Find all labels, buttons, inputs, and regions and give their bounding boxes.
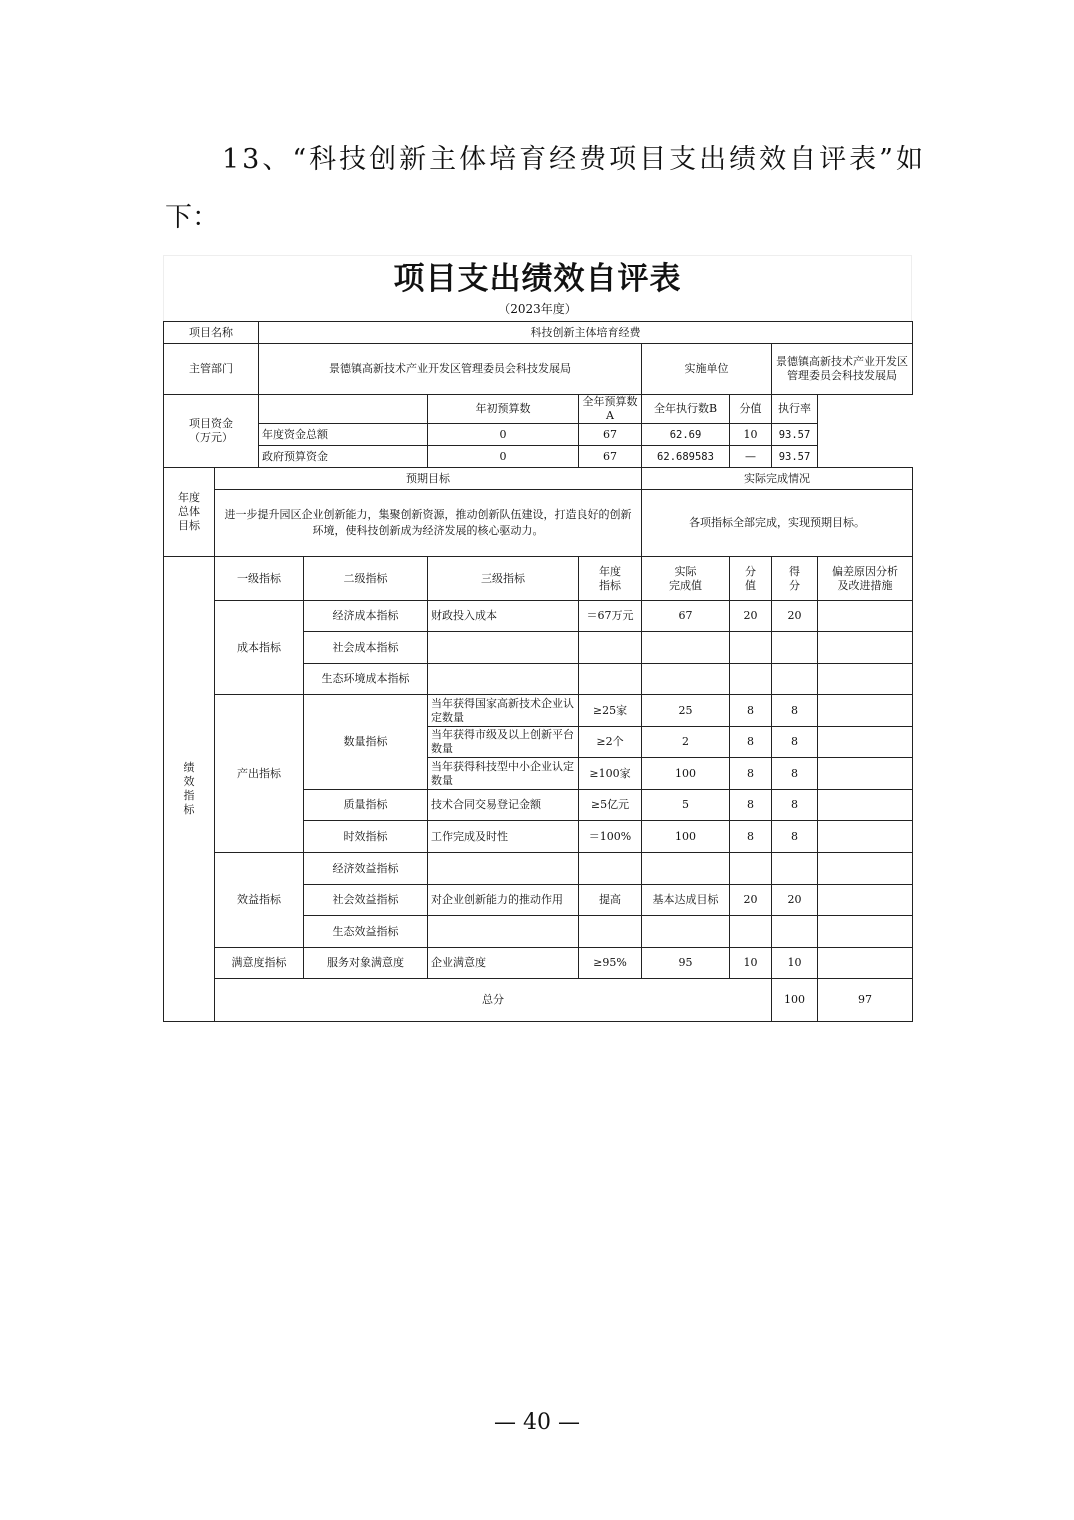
impl-value: 景德镇高新技术产业开发区管理委员会科技发展局 [772,344,913,395]
score-econ-cost: 20 [772,601,818,632]
form-year: （2023年度） [163,297,912,321]
funds-header-rate: 执行率 [772,395,818,424]
target-econ-cost: ＝67万元 [579,601,642,632]
actual-label: 实际完成情况 [642,468,913,490]
funds-executed: 62.689583 [642,446,730,468]
actual-text: 各项指标全部完成，实现预期目标。 [642,490,913,557]
score-quality: 8 [772,790,818,821]
satisfaction-label: 满意度指标 [215,948,304,979]
funds-header-score-value: 分值 [730,395,772,424]
funds-row-label: 政府预算资金 [259,446,428,468]
target-q3: ≥100家 [579,758,642,790]
value-q3: 8 [730,758,772,790]
header-target: 年度 指标 [579,557,642,601]
project-name-label: 项目名称 [164,322,259,344]
l2-eco-benefit: 生态效益指标 [304,916,428,948]
l2-social-cost: 社会成本指标 [304,632,428,664]
funds-rate: 93.57 [772,446,818,468]
value-quality: 8 [730,790,772,821]
value-satisfaction: 10 [730,948,772,979]
funds-annual: 67 [579,446,642,468]
target-q2: ≥2个 [579,727,642,758]
header-level1: 一级指标 [215,557,304,601]
l2-social-benefit: 社会效益指标 [304,885,428,916]
l3-q1: 当年获得国家高新技术企业认定数量 [428,695,579,727]
funds-header-executed: 全年执行数B [642,395,730,424]
funds-header-initial: 年初预算数 [428,395,579,424]
actual-quality: 5 [642,790,730,821]
actual-social-benefit: 基本达成目标 [642,885,730,916]
output-label: 产出指标 [215,695,304,853]
value-timeliness: 8 [730,821,772,853]
actual-q2: 2 [642,727,730,758]
l3-quality: 技术合同交易登记金额 [428,790,579,821]
target-q1: ≥25家 [579,695,642,727]
l2-satisfaction: 服务对象满意度 [304,948,428,979]
impl-label: 实施单位 [642,344,772,395]
page-number: — 40 — [494,1410,580,1435]
score-q1: 8 [772,695,818,727]
benefit-label: 效益指标 [215,853,304,948]
l3-timeliness: 工作完成及时性 [428,821,579,853]
actual-q3: 100 [642,758,730,790]
value-econ-cost: 20 [730,601,772,632]
goal-label: 年度 总体 目标 [164,468,215,557]
header-reason: 偏差原因分析 及改进措施 [818,557,913,601]
l2-econ-cost: 经济成本指标 [304,601,428,632]
target-timeliness: ＝100% [579,821,642,853]
l3-satisfaction: 企业满意度 [428,948,579,979]
header-value: 分 值 [730,557,772,601]
l2-quantity: 数量指标 [304,695,428,790]
value-q2: 8 [730,727,772,758]
l3-q3: 当年获得科技型中小企业认定数量 [428,758,579,790]
target-quality: ≥5亿元 [579,790,642,821]
value-social-benefit: 20 [730,885,772,916]
funds-rate: 93.57 [772,424,818,446]
score-q2: 8 [772,727,818,758]
actual-q1: 25 [642,695,730,727]
l3-social-benefit: 对企业创新能力的推动作用 [428,885,579,916]
score-satisfaction: 10 [772,948,818,979]
l2-econ-benefit: 经济效益指标 [304,853,428,885]
performance-table [163,321,913,1022]
l3-q2: 当年获得市级及以上创新平台数量 [428,727,579,758]
header-level2: 二级指标 [304,557,428,601]
project-name: 科技创新主体培育经费 [259,322,913,344]
target-social-benefit: 提高 [579,885,642,916]
score-social-benefit: 20 [772,885,818,916]
target-satisfaction: ≥95% [579,948,642,979]
actual-timeliness: 100 [642,821,730,853]
funds-executed: 62.69 [642,424,730,446]
funds-header-blank [259,395,428,424]
l2-quality: 质量指标 [304,790,428,821]
form-title: 项目支出绩效自评表 [163,255,912,297]
value-q1: 8 [730,695,772,727]
performance-form [163,255,912,1022]
total-score: 97 [818,979,913,1022]
funds-header-annual: 全年预算数A [579,395,642,424]
header-score: 得 分 [772,557,818,601]
reason-cell [818,601,913,632]
funds-annual: 67 [579,424,642,446]
l3-econ-cost: 财政投入成本 [428,601,579,632]
cost-label: 成本指标 [215,601,304,695]
dept-value: 景德镇高新技术产业开发区管理委员会科技发展局 [259,344,642,395]
intro-line-2: 下： [165,202,219,233]
actual-satisfaction: 95 [642,948,730,979]
score-timeliness: 8 [772,821,818,853]
expected-text: 进一步提升园区企业创新能力，集聚创新资源，推动创新队伍建设，打造良好的创新环境，使科技创新成为经济发展的核心驱动力。 [215,490,642,557]
actual-econ-cost: 67 [642,601,730,632]
funds-initial: 0 [428,446,579,468]
perf-label: 绩 效 指 标 [164,557,215,1022]
funds-label: 项目资金 （万元） [164,395,259,468]
l2-timeliness: 时效指标 [304,821,428,853]
funds-row-label: 年度资金总额 [259,424,428,446]
header-actual: 实际 完成值 [642,557,730,601]
funds-initial: 0 [428,424,579,446]
funds-score-value: 10 [730,424,772,446]
total-label: 总分 [215,979,772,1022]
header-level3: 三级指标 [428,557,579,601]
funds-score-value: — [730,446,772,468]
total-value: 100 [772,979,818,1022]
score-q3: 8 [772,758,818,790]
dept-label: 主管部门 [164,344,259,395]
intro-line-1: 13、“科技创新主体培育经费项目支出绩效自评表”如 [222,144,926,175]
l2-eco-cost: 生态环境成本指标 [304,664,428,695]
expected-label: 预期目标 [215,468,642,490]
